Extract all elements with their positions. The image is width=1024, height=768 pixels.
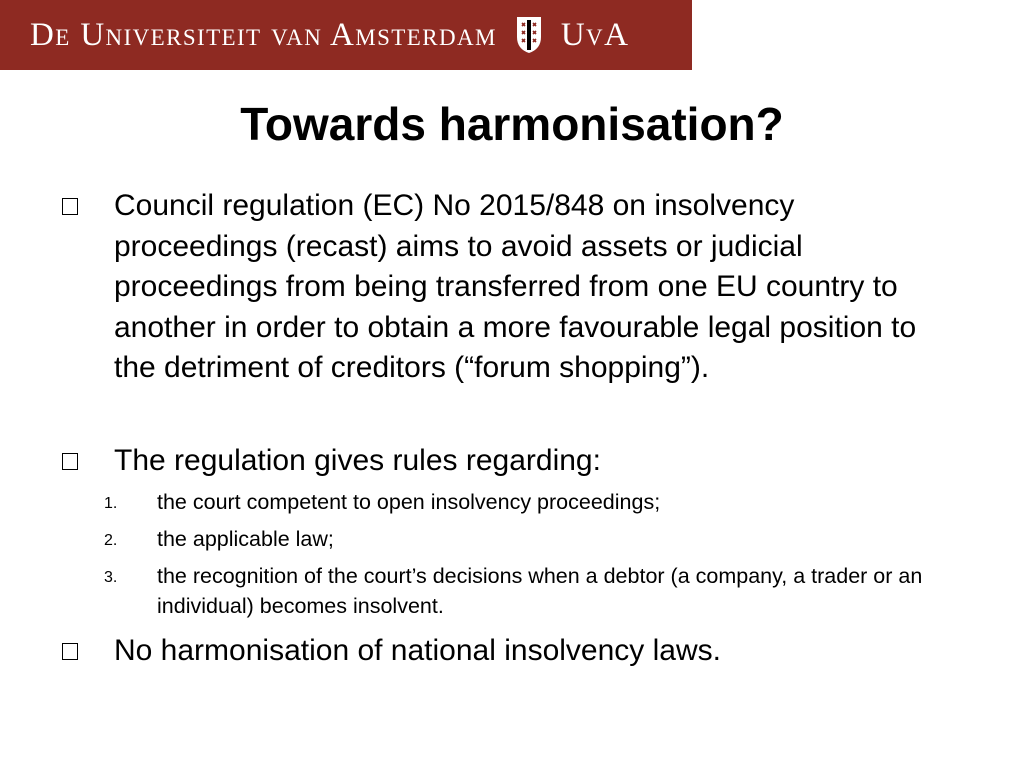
uva-crest-icon xyxy=(515,15,543,55)
university-abbreviation: UvA xyxy=(560,16,630,53)
item-number: 1. xyxy=(104,495,118,512)
item-number: 3. xyxy=(104,569,118,586)
bullet-text: Council regulation (EC) No 2015/848 on insolvency proceedings (recast) aims to avoid assets or judicial proceedings from being transferred from one EU country to another in order to obtain a more favourable legal position to the detriment of creditors (“forum shopping”). xyxy=(114,189,917,384)
numbered-item xyxy=(104,524,944,556)
bullet-square-icon xyxy=(62,453,78,470)
bullet-item xyxy=(62,441,942,482)
university-banner xyxy=(0,0,692,70)
item-text: the recognition of the court’s decisions when a debtor (a company, a trader or an individual) becomes insolvent. xyxy=(157,564,923,618)
item-number: 2. xyxy=(104,532,118,549)
bullet-square-icon xyxy=(62,643,78,660)
item-text: the applicable law; xyxy=(157,527,334,551)
item-text: the court competent to open insolvency proceedings; xyxy=(157,490,661,514)
university-name: De Universiteit van Amsterdam xyxy=(30,16,497,53)
bullet-text: No harmonisation of national insolvency laws. xyxy=(114,634,721,667)
bullet-item xyxy=(62,631,942,672)
bullet-text: The regulation gives rules regarding: xyxy=(114,444,601,477)
bullet-item xyxy=(62,186,942,389)
slide-title: Towards harmonisation? xyxy=(240,98,784,150)
numbered-item xyxy=(104,561,944,621)
bullet-square-icon xyxy=(62,198,78,215)
numbered-item xyxy=(104,487,944,519)
